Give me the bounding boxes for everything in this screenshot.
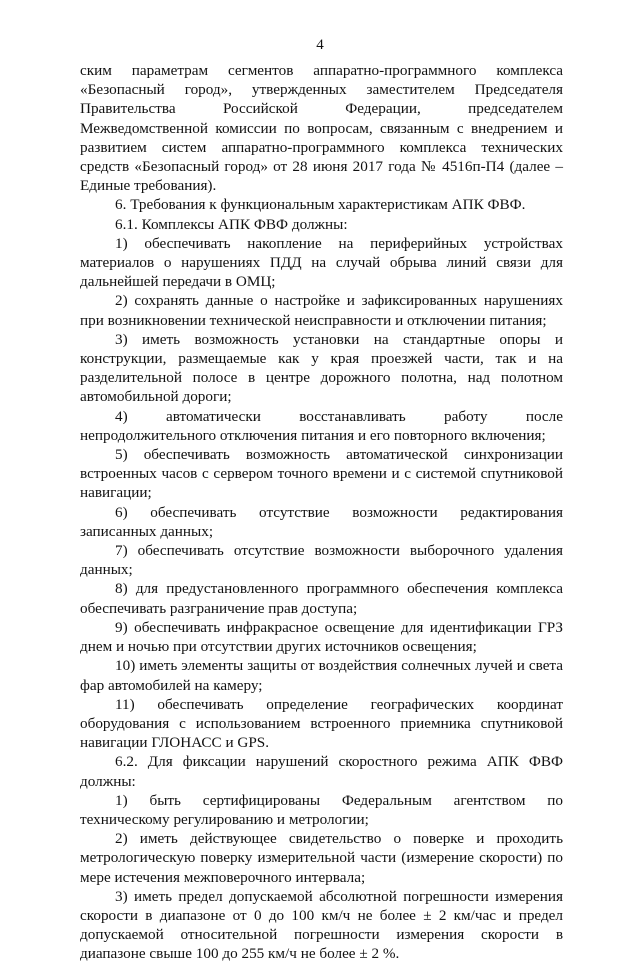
paragraph-section-6-1-heading: 6.1. Комплексы АПК ФВФ должны: (115, 215, 348, 233)
paragraph-item-6-1-1: 1) обеспечивать накопление на периферийных устройствах материалов о нарушениях ПДД на случай обрыва линий связи для дальнейшей передачи в ОМЦ; (80, 234, 563, 291)
paragraph-item-6-1-9: 9) обеспечивать инфракрасное освещение для идентификации ГРЗ днем и ночью при отсутствии других источников освещения; (80, 618, 563, 656)
page-number: 4 (316, 37, 324, 53)
paragraph-item-6-2-3: 3) иметь предел допускаемой абсолютной погрешности измерения скорости в диапазоне от 0 до 100 км/ч не более ± 2 км/час и предел допускаемой относительной погрешности измерения скорости в диапазоне свыше 100 до 255 км/ч не более ± 2 %. (80, 887, 563, 963)
paragraph-item-6-1-4: 4) автоматически восстанавливать работу после непродолжительного отключения питания и его повторного включения; (80, 407, 563, 444)
paragraph-item-6-1-8: 8) для предустановленного программного обеспечения комплекса обеспечивать разграничение прав доступа; (80, 580, 563, 617)
document-body (80, 61, 563, 964)
paragraph-continuation: ским параметрам сегментов аппаратно-программного комплекса «Безопасный город», утвержденных заместителем Председателя Правительства Российской Федерации, председателем Межведомственной комиссии по вопросам, связанным с внедрением и развитием систем аппаратно-программного комплекса технических средств «Безопасный город» от 28 июня 2017 года № 4516п-П4 (далее – Единые требования). (80, 62, 563, 195)
paragraph-item-6-1-6: 6) обеспечивать отсутствие возможности редактирования записанных данных; (80, 503, 563, 540)
paragraph-section-6-2-heading: 6.2. Для фиксации нарушений скоростного режима АПК ФВФ должны: (80, 753, 563, 790)
paragraph-item-6-1-10: 10) иметь элементы защиты от воздействия солнечных лучей и света фар автомобилей на камеру; (80, 657, 563, 694)
paragraph-item-6-2-1: 1) быть сертифицированы Федеральным агентством по техническому регулированию и метрологии; (80, 791, 563, 828)
paragraph-item-6-1-5: 5) обеспечивать возможность автоматической синхронизации встроенных часов с сервером точного времени и с системой спутниковой навигации; (80, 446, 563, 502)
paragraph-item-6-1-2: 2) сохранять данные о настройке и зафиксированных нарушениях при возникновении технической неисправности и отключении питания; (80, 292, 563, 329)
paragraph-item-6-1-3: 3) иметь возможность установки на стандартные опоры и конструкции, размещаемые как у края проезжей части, так и на разделительной полосе в центре дорожного полотна, над полотном автомобильной дороги; (80, 330, 563, 406)
paragraph-item-6-2-2: 2) иметь действующее свидетельство о поверке и проходить метрологическую поверку измерительной части (измерение скорости) по мере истечения межповерочного интервала; (80, 830, 563, 886)
paragraph-section-6-heading: 6. Требования к функциональным характеристикам АПК ФВФ. (115, 196, 526, 214)
paragraph-item-6-1-7: 7) обеспечивать отсутствие возможности выборочного удаления данных; (80, 542, 563, 579)
paragraph-item-6-1-11: 11) обеспечивать определение географических координат оборудования с использованием встроенного приемника спутниковой навигации ГЛОНАСС и GPS. (80, 695, 563, 752)
